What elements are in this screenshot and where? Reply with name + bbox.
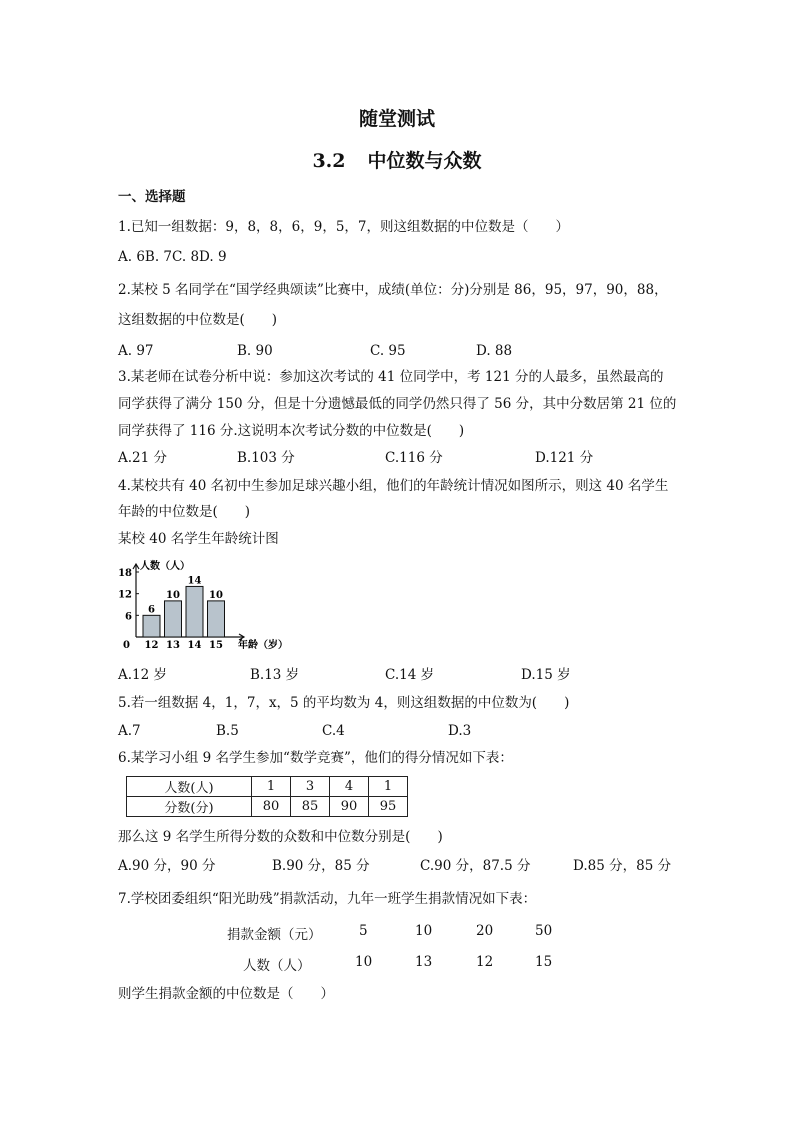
- question-6-option-d: D.85 分，85 分: [573, 858, 672, 874]
- question-2-stem-line2: 这组数据的中位数是( ): [118, 312, 278, 328]
- table-cell: 1: [252, 777, 291, 797]
- age-bar-chart: [116, 556, 296, 656]
- question-5-option-b: B.5: [216, 723, 239, 739]
- question-6-option-b: B.90 分，85 分: [272, 858, 370, 874]
- table-row: [127, 797, 408, 817]
- bar: [165, 601, 182, 637]
- question-3-option-b: B.103 分: [237, 450, 295, 466]
- donation-table-cell: 20: [476, 923, 494, 939]
- x-tick-label: 14: [187, 640, 202, 651]
- donation-table-cell: 13: [415, 954, 433, 970]
- question-2-option-c: C. 95: [370, 343, 406, 359]
- score-table: [126, 776, 408, 817]
- page-title: 随堂测试: [358, 108, 435, 130]
- question-4-option-d: D.15 岁: [521, 667, 571, 683]
- origin-label: 0: [123, 640, 130, 651]
- chart-caption: 某校 40 名学生年龄统计图: [118, 531, 279, 547]
- question-4-option-c: C.14 岁: [385, 667, 435, 683]
- question-3-stem-line2: 同学获得了满分 150 分，但是十分遗憾最低的同学仍然只得了 56 分，其中分数居第 21 位的: [118, 396, 677, 412]
- question-6-option-c: C.90 分，87.5 分: [420, 858, 531, 874]
- question-6-stem: 6.某学习小组 9 名学生参加“数学竞赛”，他们的得分情况如下表：: [118, 750, 513, 766]
- donation-table-row1-header: 捐款金额（元）: [227, 927, 322, 943]
- question-3-option-d: D.121 分: [535, 450, 594, 466]
- table-cell: 1: [369, 777, 408, 797]
- donation-table-cell: 10: [415, 923, 433, 939]
- question-1-stem: 1.已知一组数据：9，8，8，6，9，5，7，则这组数据的中位数是（ ）: [118, 219, 570, 235]
- question-7-stem-line2: 则学生捐款金额的中位数是（ ）: [118, 986, 334, 1002]
- x-axis-label: 年龄（岁）: [238, 640, 288, 651]
- question-3-option-a: A.21 分: [118, 450, 168, 466]
- question-5-option-d: D.3: [448, 723, 472, 739]
- donation-table-cell: 12: [476, 954, 494, 970]
- donation-table-cell: 5: [359, 923, 368, 939]
- donation-table-row2-header: 人数（人）: [243, 958, 311, 974]
- y-tick-label: 6: [125, 611, 132, 623]
- table-cell: 85: [291, 797, 330, 817]
- bar: [208, 601, 225, 637]
- question-1-options: A. 6B. 7C. 8D. 9: [118, 249, 227, 265]
- bar: [143, 615, 160, 637]
- question-3-stem-line1: 3.某老师在试卷分析中说：参加这次考试的 41 位同学中，考 121 分的人最多，虽然最高的: [118, 369, 664, 385]
- question-4-stem-line2: 年龄的中位数是( ): [118, 504, 251, 520]
- section-title: 中位数与众数: [367, 150, 482, 172]
- table-cell: 4: [330, 777, 369, 797]
- question-5-option-c: C.4: [322, 723, 345, 739]
- bar-value-label: 10: [209, 589, 223, 601]
- question-2-option-a: A. 97: [118, 343, 154, 359]
- question-2-stem-line1: 2.某校 5 名同学在“国学经典颂读”比赛中，成绩(单位：分)分别是 86，95，97，90，88，: [118, 282, 668, 298]
- x-tick-label: 15: [209, 640, 223, 651]
- y-tick-label: 12: [118, 589, 132, 601]
- bar-value-label: 10: [166, 589, 180, 601]
- question-3-stem-line3: 同学获得了 116 分.这说明本次考试分数的中位数是( ): [118, 423, 465, 439]
- section-heading: 一、选择题: [118, 189, 186, 205]
- y-tick-label: 18: [118, 568, 132, 579]
- table-row-header: 分数(分): [127, 797, 252, 817]
- question-5-stem: 5.若一组数据 4，1，7，x，5 的平均数为 4，则这组数据的中位数为( ): [118, 695, 570, 711]
- question-2-option-b: B. 90: [237, 343, 273, 359]
- table-cell: 80: [252, 797, 291, 817]
- question-4-option-b: B.13 岁: [250, 667, 300, 683]
- x-tick-label: 13: [166, 640, 180, 651]
- table-cell: 3: [291, 777, 330, 797]
- donation-table-cell: 10: [355, 954, 373, 970]
- bar: [186, 586, 203, 637]
- table-cell: 95: [369, 797, 408, 817]
- page-subtitle: [0, 146, 794, 173]
- question-4-stem-line1: 4.某校共有 40 名初中生参加足球兴趣小组，他们的年龄统计情况如图所示，则这 40 名学生: [118, 478, 669, 494]
- question-6-stem-line2: 那么这 9 名学生所得分数的众数和中位数分别是( ): [118, 829, 443, 845]
- donation-table-cell: 15: [535, 954, 553, 970]
- table-row-header: 人数(人): [127, 777, 252, 797]
- question-4-option-a: A.12 岁: [118, 667, 168, 683]
- table-row: [127, 777, 408, 797]
- question-2-option-d: D. 88: [476, 343, 513, 359]
- section-number: 3.2: [312, 150, 346, 172]
- donation-table-cell: 50: [535, 923, 553, 939]
- question-3-option-c: C.116 分: [385, 450, 443, 466]
- y-axis-label: 人数（人）: [140, 561, 190, 572]
- question-5-option-a: A.7: [118, 723, 141, 739]
- question-6-option-a: A.90 分，90 分: [118, 858, 216, 874]
- bar-value-label: 14: [187, 575, 202, 587]
- question-7-stem: 7.学校团委组织“阳光助残”捐款活动，九年一班学生捐款情况如下表：: [118, 891, 537, 907]
- bar-value-label: 6: [148, 604, 155, 616]
- table-cell: 90: [330, 797, 369, 817]
- x-tick-label: 12: [144, 640, 159, 651]
